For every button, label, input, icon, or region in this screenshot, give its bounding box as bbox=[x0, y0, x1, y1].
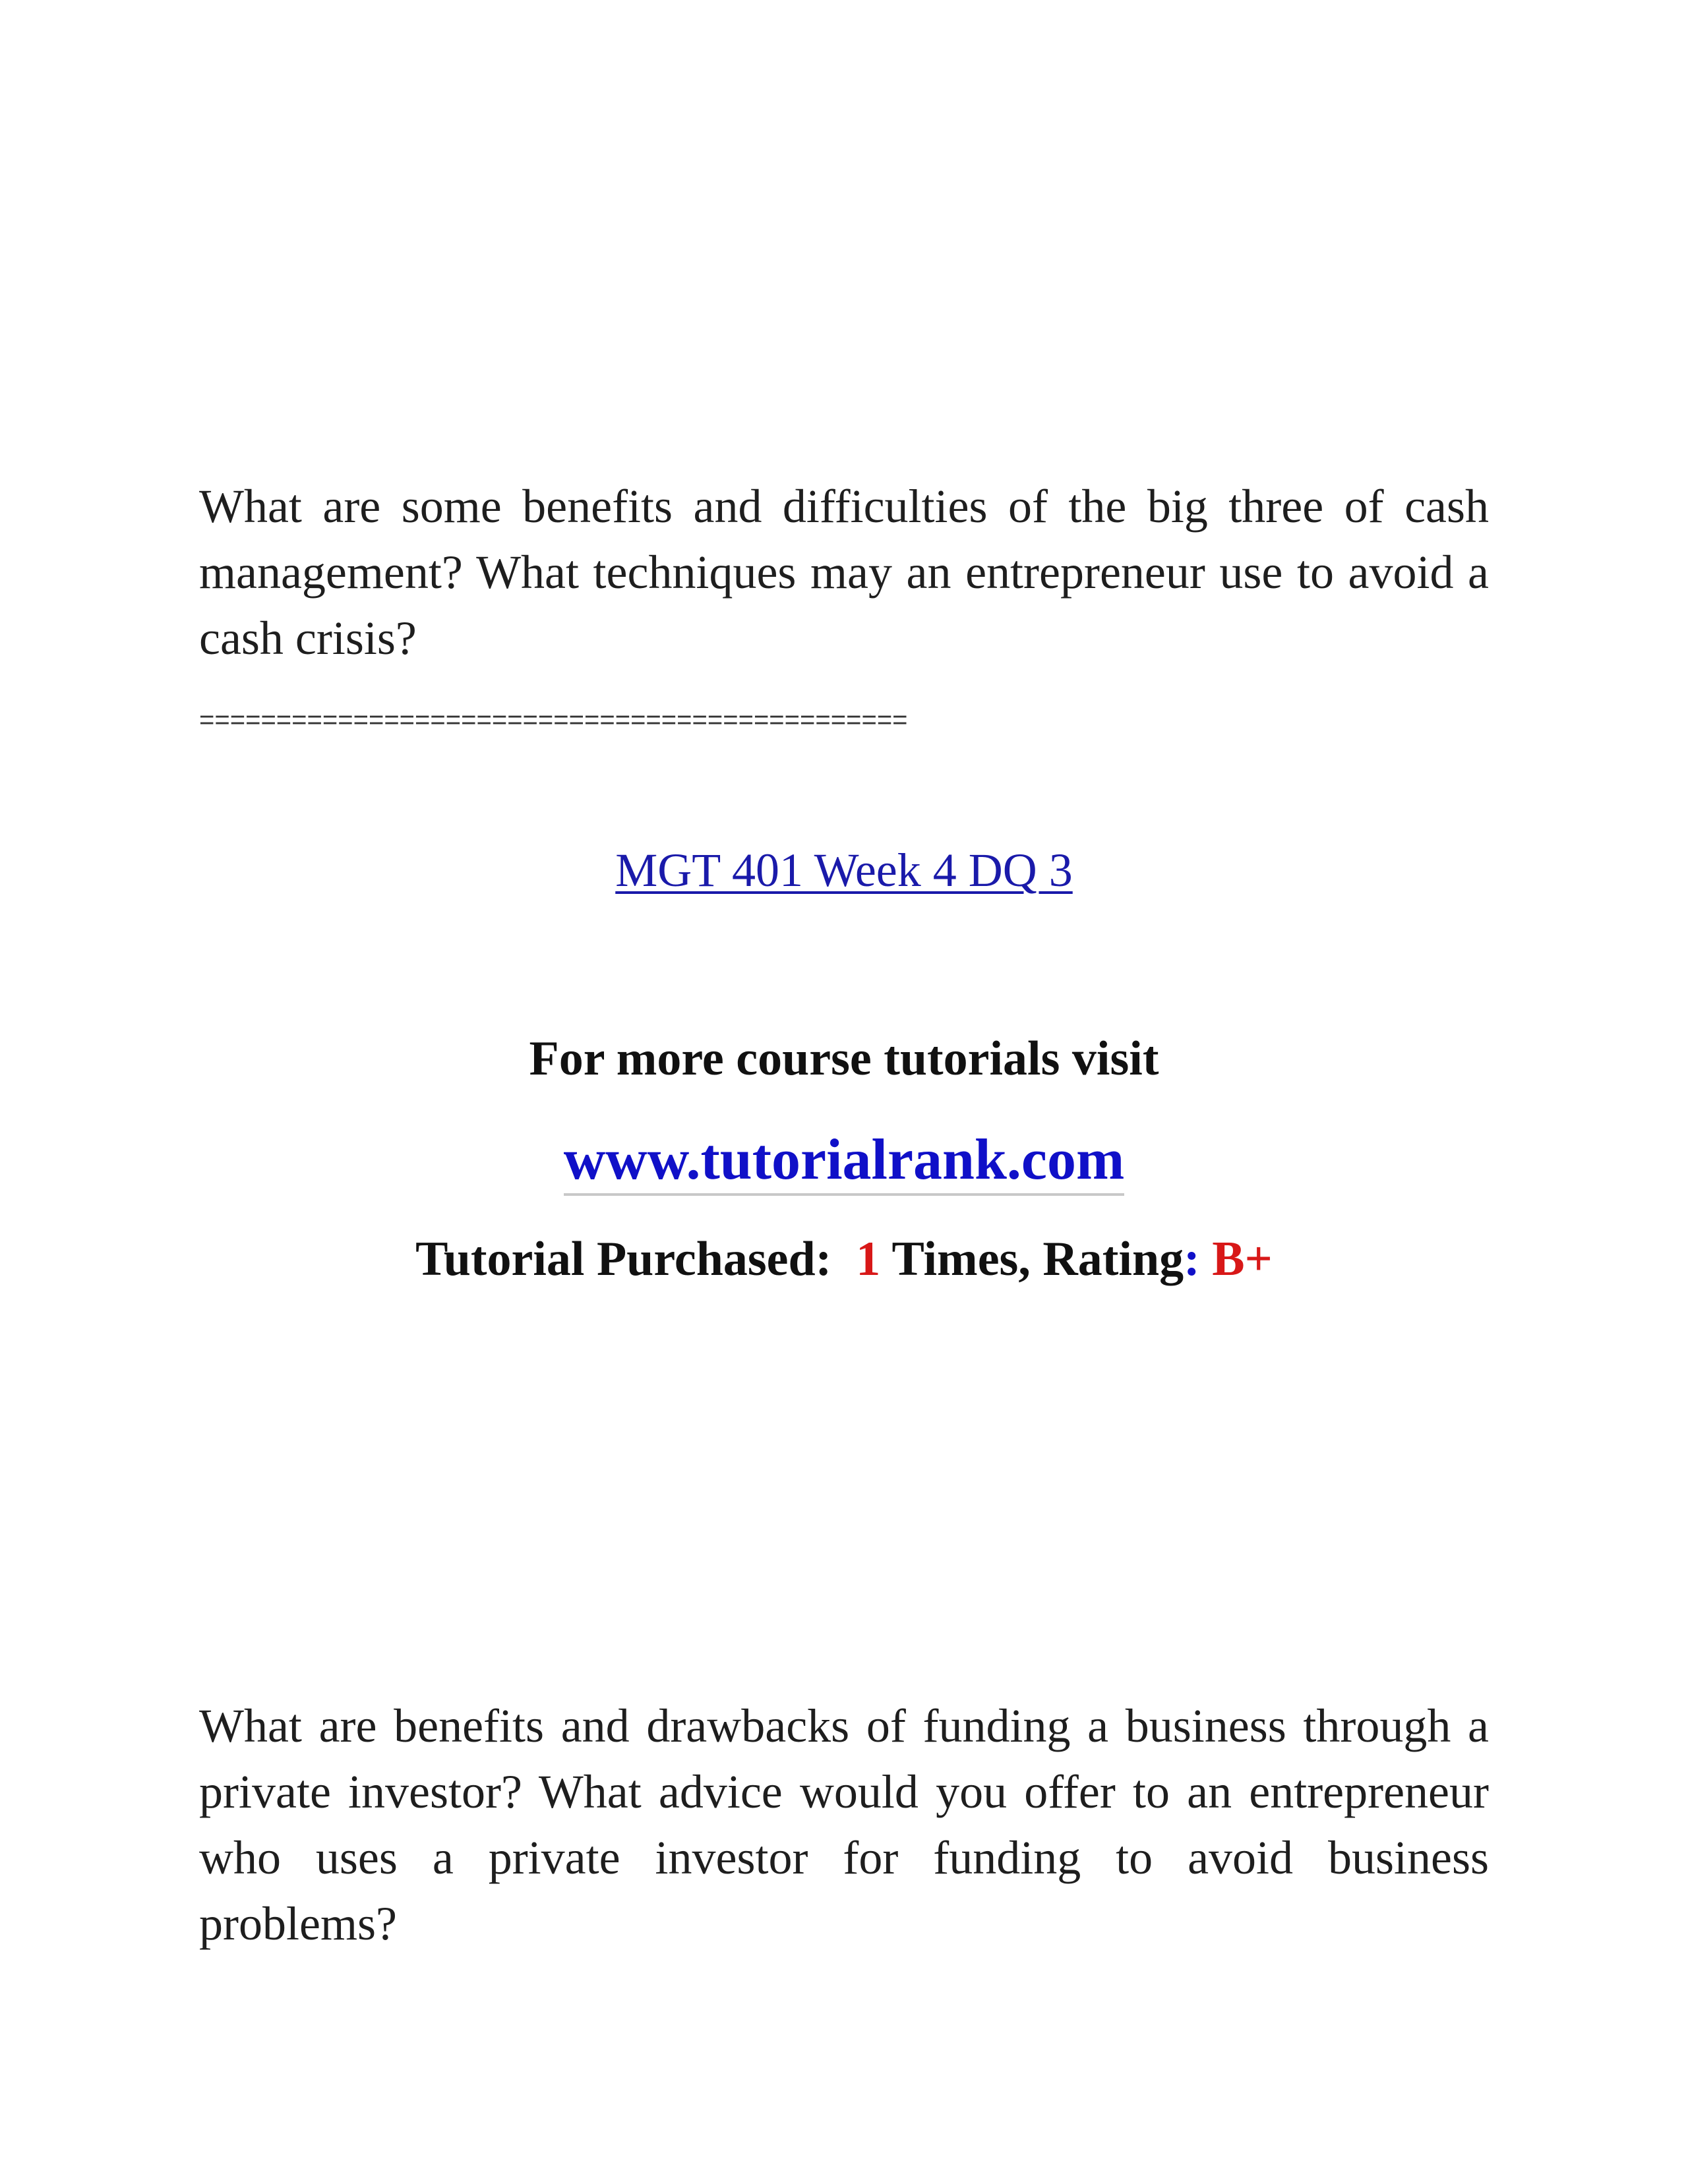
question-paragraph-1: What are some benefits and difficulties of the big three of cash management? What techniques may an entrepreneur use to avoid a cash crisis? bbox=[199, 480, 1489, 664]
question-paragraph-2: What are benefits and drawbacks of funding a business through a private investor? What advice would you offer to an entrepreneur who uses a private investor for funding to avoid business problems? bbox=[199, 1699, 1489, 1950]
site-row bbox=[0, 1121, 1688, 1200]
purchased-count: 1 bbox=[856, 1232, 881, 1286]
purchased-label: Tutorial Purchased: bbox=[415, 1232, 832, 1286]
purchase-info bbox=[0, 1226, 1688, 1292]
divider-line: ============================================== bbox=[199, 705, 908, 734]
rating-colon: : bbox=[1184, 1232, 1200, 1286]
more-tutorials-text: For more course tutorials visit bbox=[529, 1032, 1159, 1086]
course-link-row bbox=[0, 837, 1688, 903]
site-link[interactable]: www.tutorialrank.com bbox=[564, 1128, 1125, 1196]
rating-value: B+ bbox=[1212, 1232, 1273, 1286]
course-link[interactable]: MGT 401 Week 4 DQ 3 bbox=[615, 844, 1073, 897]
times-rating-label: Times, Rating bbox=[891, 1232, 1184, 1286]
